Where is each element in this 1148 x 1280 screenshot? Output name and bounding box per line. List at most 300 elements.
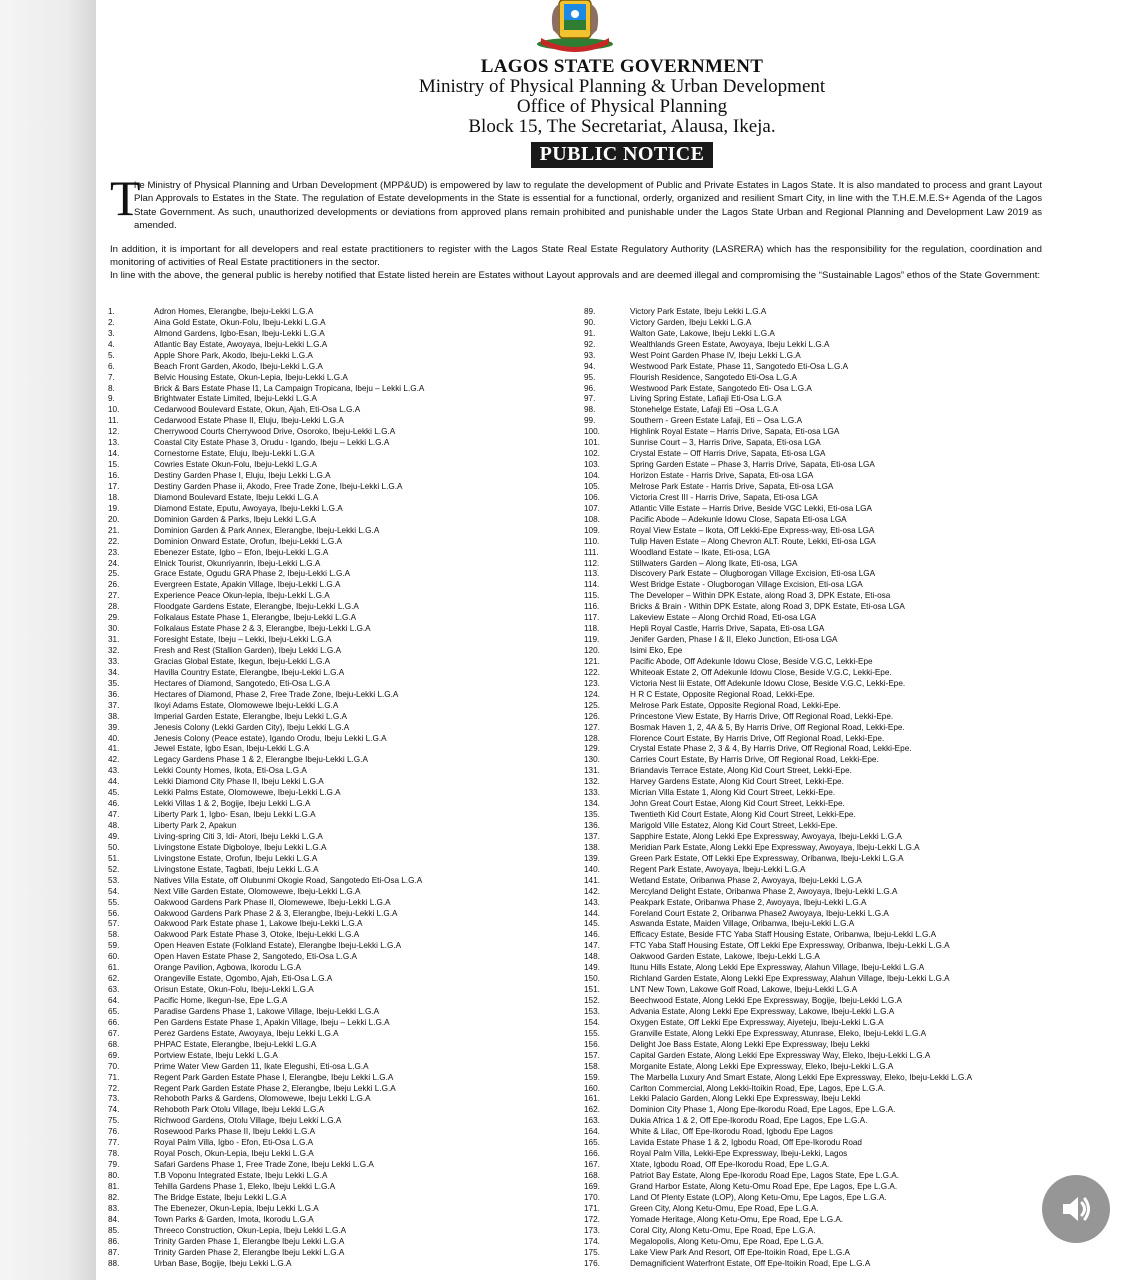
estate-name: Westwood Park Estate, Sangotedo Eti- Osa L.G.A [630,383,812,393]
estate-list-item [584,831,1054,842]
estate-number: 92. [584,339,596,349]
estate-name: Sapphire Estate, Along Lekki Epe Expressway, Awoyaya, Ibeju-Lekki L.G.A [630,831,902,841]
estate-list-item [108,1028,568,1039]
estate-list-item [584,1094,1054,1105]
estate-list-left [108,306,568,1269]
estate-number: 78. [108,1149,120,1159]
estate-list-item [584,601,1054,612]
estate-name: Victory Garden, Ibeju Lekki L.G.A [630,317,752,327]
estate-list-item [584,492,1054,503]
page-edge-shadow [0,0,96,1280]
estate-name: Crystal Estate Phase 2, 3 & 4, By Harris Drive, Off Regional Road, Lekki-Epe. [630,744,912,754]
estate-name: Marigold Ville Estatez, Along Kid Court Street, Lekki-Epe. [630,821,838,831]
estate-name: Green Park Estate, Off Lekki Epe Expressway, Oribanwa, Ibeju-Lekki L.G.A [630,853,904,863]
estate-number: 166. [584,1149,600,1159]
estate-number: 51. [108,853,120,863]
estate-number: 29. [108,613,120,623]
estate-number: 10. [108,405,120,415]
estate-name: Almond Gardens, Igbo-Esan, Ibeju-Lekki L.G.A [154,328,325,338]
estate-name: Rehoboth Park Otolu Village, Ibeju Lekki L.G.A [154,1105,325,1115]
estate-number: 146. [584,930,600,940]
estate-number: 38. [108,711,120,721]
estate-name: Stonehelge Estate, Lafaji Eti –Osa L.G.A [630,405,778,415]
estate-name: Carlton Commercial, Along Lekki-Itoikin Road, Epe, Lagos, Epe L.G.A. [630,1083,886,1093]
estate-number: 108. [584,514,600,524]
estate-list-item [108,306,568,317]
estate-name: Oakwood Garden Estate, Lakowe, Ibeju-Lekki L.G.A [630,952,820,962]
estate-name: Dominion City Phase 1, Along Epe-Ikorodu Road, Epe Lagos, Epe L.G.A. [630,1105,896,1115]
estate-list-item [108,1192,568,1203]
estate-list-item [108,558,568,569]
estate-list-item [108,962,568,973]
estate-name: Trinity Garden Phase 1, Elerangbe Ibeju Lekki L.G.A [154,1236,345,1246]
estate-number: 112. [584,558,600,568]
estate-number: 110. [584,536,600,546]
estate-name: Tulip Haven Estate – Along Chevron ALT. Route, Lekki, Eti-osa LGA [630,536,876,546]
estate-number: 25. [108,569,120,579]
estate-name: Living Spring Estate, Lafiaji Eti-Osa L.G.A [630,394,782,404]
estate-number: 72. [108,1083,120,1093]
estate-list-item [108,437,568,448]
estate-name: Liberty Park 1, Igbo- Esan, Ibeju Lekki L.G.A [154,810,316,820]
estate-name: Coral City, Along Ketu-Omu, Epe Road, Epe L.G.A. [630,1225,816,1235]
estate-list-item [584,623,1054,634]
estate-number: 113. [584,569,600,579]
estate-name: Bosmak Haven 1, 2, 4A & 5, By Harris Drive, Off Regional Road, Lekki-Epe. [630,722,905,732]
estate-number: 96. [584,383,596,393]
org-title: LAGOS STATE GOVERNMENT [480,56,764,77]
estate-list-item [584,372,1054,383]
estate-list-item [584,569,1054,580]
estate-name: Legacy Gardens Phase 1 & 2, Elerangbe Ibeju-Lekki L.G.A [154,755,368,765]
estate-number: 139. [584,853,600,863]
estate-name: Delight Joe Bass Estate, Along Lekki Epe Expressway, Ibeju Lekki [630,1039,870,1049]
estate-list-item [108,995,568,1006]
estate-list-item [108,1214,568,1225]
estate-name: Isimi Eko, Epe [630,646,683,656]
estate-number: 44. [108,777,120,787]
estate-number: 89. [584,306,596,316]
estate-number: 37. [108,700,120,710]
estate-number: 95. [584,372,596,382]
estate-number: 36. [108,689,120,699]
estate-number: 73. [108,1094,120,1104]
estate-name: Town Parks & Garden, Imota, Ikorodu L.G.A [154,1214,314,1224]
estate-number: 19. [108,503,120,513]
estate-number: 14. [108,449,120,459]
estate-number: 101. [584,438,600,448]
estate-name: West Bridge Estate - Olugborogan Village Excision, Eti-osa LGA [630,580,863,590]
estate-list-item [584,1006,1054,1017]
estate-list-item [108,1170,568,1181]
estate-list-item [108,820,568,831]
estate-number: 71. [108,1072,120,1082]
estate-list-item [584,1181,1054,1192]
estate-number: 135. [584,810,600,820]
intro-paragraph: he Ministry of Physical Planning and Urban Development (MPP&UD) is empowered by law to regulate the development of Public and Private Estates in Lagos State. It is also mandated to process and grant Layout Plan Approvals to Estates in the State. The regulation of Estate developments in the State is essential for a functional, orderly, organized and resilient Smart City, in line with the T.H.E.M.E.S+ Agenda of the Lagos State Government. As such, unauthorized developments or deviations from approved plans remain prohibited and punishable under the Lagos State Urban and Regional Planning and Development Law 2019 as amended. [134,180,1042,232]
estate-number: 74. [108,1105,120,1115]
estate-number: 69. [108,1050,120,1060]
estate-list-item [108,317,568,328]
estate-name: Experience Peace Okun-lepia, Ibeju-Lekki L.G.A [154,591,330,601]
estate-number: 77. [108,1138,120,1148]
estate-number: 102. [584,449,600,459]
estate-number: 93. [584,350,596,360]
estate-number: 85. [108,1225,120,1235]
estate-list-item [584,383,1054,394]
estate-list-item [108,383,568,394]
estate-number: 155. [584,1028,600,1038]
estate-number: 39. [108,722,120,732]
estate-name: The Marbella Luxury And Smart Estate, Along Lekki Epe Expressway, Eleko, Ibeju-Lekki L.G.A [630,1072,973,1082]
estate-number: 160. [584,1083,600,1093]
estate-list-item [584,1148,1054,1159]
estate-name: Beechwood Estate, Along Lekki Epe Expressway, Bogije, Ibeju-Lekki L.G.A [630,996,903,1006]
estate-number: 156. [584,1039,600,1049]
estate-number: 152. [584,996,600,1006]
estate-name: Havilla Country Estate, Elerangbe, Ibeju-Lekki L.G.A [154,667,345,677]
estate-number: 16. [108,471,120,481]
estate-number: 15. [108,460,120,470]
estate-list-item [108,601,568,612]
estate-name: Apple Shore Park, Akodo, Ibeju-Lekki L.G.A [154,350,313,360]
estate-list-item [584,404,1054,415]
estate-name: Diamond Estate, Eputu, Awoyaya, Ibeju-Lekki L.G.A [154,503,343,513]
estate-number: 48. [108,821,120,831]
estate-number: 55. [108,897,120,907]
estate-name: Liberty Park 2, Apakun [154,821,237,831]
estate-number: 169. [584,1181,600,1191]
estate-name: Advania Estate, Along Lekki Epe Expressway, Lakowe, Ibeju-Lekki L.G.A [630,1006,895,1016]
estate-name: Granville Estate, Along Lekki Epe Expressway, Atunrase, Eleko, Ibeju-Lekki L.G.A [630,1028,927,1038]
estate-list-item [108,1039,568,1050]
estate-number: 99. [584,416,596,426]
estate-name: Patriot Bay Estate, Along Epe-Ikorodu Road Epe, Lagos State, Epe L.G.A. [630,1171,899,1181]
estate-list-item [584,328,1054,339]
estate-name: Living-spring Citi 3, Idi- Atori, Ibeju Lekki L.G.A [154,831,323,841]
estate-number: 116. [584,602,600,612]
estate-name: LNT New Town, Lakowe Golf Road, Lakowe, Ibeju-Lekki L.G.A [630,985,858,995]
estate-number: 76. [108,1127,120,1137]
estate-number: 32. [108,646,120,656]
estate-name: Yomade Heritage, Along Ketu-Omu, Epe Road, Epe L.G.A. [630,1214,844,1224]
estate-name: Xtate, Igbodu Road, Off Epe-Ikorodu Road, Epe L.G.A. [630,1160,830,1170]
estate-name: Grace Estate, Ogudu GRA Phase 2, Ibeju-Lekki L.G.A [154,569,351,579]
estate-name: Lakeview Estate – Along Orchid Road, Eti-osa LGA [630,613,817,623]
estate-number: 59. [108,941,120,951]
estate-name: Royal Palm Villa, Igbo - Efon, Eti-Osa L.G.A [154,1138,314,1148]
estate-list-item [584,940,1054,951]
estate-name: Urban Base, Bogije, Ibeju Lekki L.G.A [154,1258,292,1268]
estate-number: 4. [108,339,115,349]
estate-name: Hepli Royal Castle, Harris Drive, Sapata, Eti-osa LGA [630,624,825,634]
estate-name: The Developer – Within DPK Estate, along Road 3, DPK Estate, Eti-osa [630,591,891,601]
estate-number: 52. [108,864,120,874]
estate-number: 129. [584,744,600,754]
estate-number: 106. [584,492,600,502]
estate-number: 165. [584,1138,600,1148]
estate-list-item [108,831,568,842]
estate-name: Oakwood Park Estate phase 1, Lakowe Ibeju-Lekki L.G.A [154,919,363,929]
estate-name: Harvey Gardens Estate, Along Kid Court Street, Lekki-Epe. [630,777,844,787]
estate-number: 117. [584,613,600,623]
estate-name: Open Haven Estate Phase 2, Sangotedo, Eti-Osa L.G.A [154,952,357,962]
drop-cap: T [110,170,141,226]
estate-list-item [108,711,568,722]
estate-name: Micrian Villa Estate 1, Along Kid Court Street, Lekki-Epe. [630,788,836,798]
state-crest-icon [533,0,617,52]
estate-name: Royal Palm Villa, Lekki-Epe Expressway, Ibeju-Lekki, Lagos [630,1149,848,1159]
estate-list-item [584,1192,1054,1203]
estate-name: Dominion Onward Estate, Orofun, Ibeju-Lekki L.G.A [154,536,342,546]
estate-name: Princestone View Estate, By Harris Drive, Off Regional Road, Lekki-Epe. [630,711,894,721]
estate-list-item [584,765,1054,776]
estate-list-item [108,1159,568,1170]
estate-list-item [108,678,568,689]
estate-list-item [108,689,568,700]
estate-list-item [584,1126,1054,1137]
estate-list-item [108,569,568,580]
estate-list-item [108,1225,568,1236]
estate-number: 144. [584,908,600,918]
estate-number: 35. [108,678,120,688]
estate-list-item [584,547,1054,558]
estate-name: Wealthlands Green Estate, Awoyaya, Ibeju Lekki L.G.A [630,339,830,349]
estate-list-item [108,667,568,678]
estate-number: 132. [584,777,600,787]
estate-name: Pacific Home, Ikegun-Ise, Epe L.G.A [154,996,288,1006]
estate-list-item [584,1104,1054,1115]
estate-list-item [584,875,1054,886]
estate-name: T.B Voponu Integrated Estate, Ibeju Lekki L.G.A [154,1171,328,1181]
estate-name: Regent Park Garden Estate Phase I, Elerangbe, Ibeju Lekki L.G.A [154,1072,394,1082]
estate-name: Dominion Garden & Park Annex, Elerangbe, Ibeju-Lekki L.G.A [154,525,380,535]
estate-list-item [108,1137,568,1148]
estate-number: 123. [584,678,600,688]
estate-name: Oakwood Gardens Park Phase II, Olomewewe, Ibeju-Lekki L.G.A [154,897,391,907]
estate-number: 142. [584,886,600,896]
estate-list-item [584,394,1054,405]
estate-list-item [108,1050,568,1061]
estate-name: Adron Homes, Elerangbe, Ibeju-Lekki L.G.A [154,306,314,316]
estate-number: 40. [108,733,120,743]
estate-list-item [108,733,568,744]
estate-name: Orisun Estate, Okun-Folu, Ibeju-Lekki L.G.A [154,985,314,995]
estate-list-item [108,809,568,820]
estate-name: Highlink Royal Estate – Harris Drive, Sapata, Eti-osa LGA [630,427,840,437]
estate-list-item [108,579,568,590]
estate-number: 5. [108,350,115,360]
estate-name: Open Heaven Estate (Folkland Estate), Elerangbe Ibeju-Lekki L.G.A [154,941,402,951]
estate-number: 136. [584,821,600,831]
estate-name: Belvic Housing Estate, Okun-Lepia, Ibeju-Lekki L.G.A [154,372,348,382]
estate-number: 111. [584,547,599,557]
estate-number: 84. [108,1214,120,1224]
estate-list-item [584,645,1054,656]
estate-list-item [108,415,568,426]
estate-list-item [108,448,568,459]
estate-number: 34. [108,667,120,677]
estate-name: Livingstone Estate Digboloye, Ibeju Lekki L.G.A [154,842,327,852]
estate-name: Hectares of Diamond, Sangotedo, Eti-Osa L.G.A [154,678,331,688]
estate-list-item [584,984,1054,995]
estate-name: Crystal Estate – Off Harris Drive, Sapata, Eti-osa LGA [630,449,826,459]
estate-list-item [108,722,568,733]
estate-list-item [584,798,1054,809]
estate-number: 13. [108,438,120,448]
estate-number: 128. [584,733,600,743]
estate-list-item [108,842,568,853]
estate-list-item [108,1083,568,1094]
estate-list-item [108,372,568,383]
estate-number: 125. [584,700,600,710]
estate-list-item [108,459,568,470]
estate-list-item [584,656,1054,667]
estate-list-item [584,711,1054,722]
estate-name: Melrose Park Estate, Opposite Regional Road, Lekki-Epe. [630,700,841,710]
address-line: Block 15, The Secretariat, Alausa, Ikeja. [468,116,776,137]
estate-name: Rehoboth Parks & Gardens, Olomowewe, Ibeju Lekki L.G.A [154,1094,371,1104]
estate-list-item [584,820,1054,831]
estate-list-item [584,579,1054,590]
estate-name: H R C Estate, Opposite Regional Road, Lekki-Epe. [630,689,815,699]
estate-list-item [584,415,1054,426]
estate-name: Cedarwood Estate Phase II, Eluju, Ibeju-Lekki L.G.A [154,416,344,426]
estate-list-item [584,503,1054,514]
speaker-icon [1059,1192,1093,1226]
estate-number: 115. [584,591,600,601]
estate-number: 83. [108,1203,120,1213]
estate-list-item [108,536,568,547]
estate-list-item [108,350,568,361]
estate-number: 17. [108,481,120,491]
estate-name: Aswanda Estate, Maiden Village, Oribanwa, Ibeju-Lekki L.G.A [630,919,855,929]
estate-number: 104. [584,471,600,481]
estate-number: 58. [108,930,120,940]
estate-name: Tehilla Gardens Phase 1, Eleko, Ibeju Lekki L.G.A [154,1181,336,1191]
estate-number: 153. [584,1006,600,1016]
estate-number: 133. [584,788,600,798]
estate-number: 100. [584,427,600,437]
estate-number: 87. [108,1247,120,1257]
estate-name: Demagnificient Waterfront Estate, Off Epe-Itoikin Road, Epe L.G.A [630,1258,871,1268]
estate-number: 79. [108,1160,120,1170]
estate-number: 157. [584,1050,600,1060]
estate-list-item [108,656,568,667]
estate-number: 119. [584,635,600,645]
estate-number: 82. [108,1192,120,1202]
estate-name: PHPAC Estate, Elerangbe, Ibeju-Lekki L.G.A [154,1039,317,1049]
estate-number: 18. [108,492,120,502]
estate-number: 141. [584,875,600,885]
estate-list-item [584,929,1054,940]
estate-number: 12. [108,427,120,437]
estate-name: Safari Gardens Phase 1, Free Trade Zone, Ibeju Lekki L.G.A [154,1160,374,1170]
estate-name: Capital Garden Estate, Along Lekki Epe Expressway Way, Eleko, Ibeju-Lekki L.G.A [630,1050,931,1060]
estate-list-item [108,787,568,798]
estate-number: 65. [108,1006,120,1016]
estate-list-item [108,1072,568,1083]
estate-number: 162. [584,1105,600,1115]
estate-name: Lekki Palacio Garden, Along Lekki Epe Expressway, Ibeju Lekki [630,1094,861,1104]
estate-number: 33. [108,656,120,666]
estate-name: Fresh and Rest (Stallion Garden), Ibeju Lekki L.G.A [154,646,342,656]
estate-name: Prime Water View Garden 11, Ikate Elegushi, Eti-osa L.G.A [154,1061,369,1071]
estate-list-item [108,404,568,415]
estate-name: Gracias Global Estate, Ikegun, Ibeju-Lekki L.G.A [154,656,331,666]
notification-paragraph: In line with the above, the general public is hereby notified that Estate listed herein are Estates without Layout approvals and are deemed illegal and compromising the “Sustainable Lagos” ethos of the State Government: [110,270,1041,281]
estate-number: 91. [584,328,596,338]
estate-list-item [108,623,568,634]
estate-name: Spring Garden Estate – Phase 3, Harris Drive, Sapata, Eti-osa LGA [630,460,875,470]
estate-number: 27. [108,591,120,601]
estate-number: 140. [584,864,600,874]
estate-name: Oakwood Gardens Park Phase 2 & 3, Elerangbe, Ibeju-Lekki L.G.A [154,908,398,918]
estate-name: Whiteoak Estate 2, Off Adekunle Idowu Close, Beside V.G.C, Lekki-Epe. [630,667,892,677]
estate-name: Imperial Garden Estate, Elerangbe, Ibeju Lekki L.G.A [154,711,347,721]
estate-list-item [584,361,1054,372]
estate-name: Livingstone Estate, Tagbati, Ibeju Lekki L.G.A [154,864,319,874]
estate-number: 167. [584,1160,600,1170]
estate-name: Flourish Residence, Sangotedo Eti-Osa L.G.A [630,372,798,382]
estate-number: 88. [108,1258,120,1268]
estate-number: 121. [584,656,600,666]
estate-list-item [584,306,1054,317]
estate-name: Dominion Garden & Parks, Ibeju Lekki L.G.A [154,514,317,524]
estate-list-item [584,744,1054,755]
estate-number: 137. [584,831,600,841]
estate-number: 26. [108,580,120,590]
audio-toggle-button[interactable] [1042,1175,1110,1243]
estate-name: Cherrywood Courts Cherrywood Drive, Osoroko, Ibeju-Lekki L.G.A [154,427,396,437]
estate-list-item [584,426,1054,437]
estate-name: Meridian Park Estate, Along Lekki Epe Expressway, Awoyaya, Ibeju-Lekki L.G.A [630,842,920,852]
estate-number: 145. [584,919,600,929]
estate-name: Efficacy Estate, Beside FTC Yaba Staff Housing Estate, Oribanwa, Ibeju-Lekki L.G.A [630,930,937,940]
estate-number: 11. [108,416,119,426]
estate-name: Woodland Estate – Ikate, Eti-osa, LGA [630,547,771,557]
estate-list-item [108,1115,568,1126]
estate-name: Briandavis Terrace Estate, Along Kid Court Street, Lekki-Epe. [630,766,852,776]
estate-list-item [584,1115,1054,1126]
estate-list-item [584,612,1054,623]
estate-list-item [584,700,1054,711]
estate-name: Brightwater Estate Limited, Ibeju-Lekki L.G.A [154,394,317,404]
estate-list-item [584,1050,1054,1061]
estate-name: Next Ville Garden Estate, Olomowewe, Ibeju-Lekki L.G.A [154,886,361,896]
estate-name: Regent Park Estate, Awoyaya, Ibeju-Lekki L.G.A [630,864,806,874]
estate-name: Jewel Estate, Igbo Esan, Ibeju-Lekki L.G.A [154,744,310,754]
estate-list-item [584,678,1054,689]
estate-list-item [584,722,1054,733]
estate-number: 143. [584,897,600,907]
estate-name: Mercyland Delight Estate, Oribanwa Phase 2, Awoyaya, Ibeju-Lekki L.G.A [630,886,898,896]
estate-name: Threeco Construction, Okun-Lepia, Ibeju Lekki L.G.A [154,1225,347,1235]
estate-list-item [108,951,568,962]
estate-name: Cornestorne Estate, Eluju, Ibeju-Lekki L.G.A [154,449,315,459]
estate-number: 148. [584,952,600,962]
estate-list-item [108,547,568,558]
estate-list-item [584,339,1054,350]
estate-name: Twentieth Kid Court Estate, Along Kid Court Street, Lekki-Epe. [630,810,856,820]
estate-name: Royal View Estate – Ikota, Off Lekki-Epe Express-way, Eti-osa LGA [630,525,875,535]
estate-name: Coastal City Estate Phase 3, Orudu - Igando, Ibeju – Lekki L.G.A [154,438,390,448]
estate-list-item [108,503,568,514]
estate-list-item [584,634,1054,645]
estate-list-item [584,1214,1054,1225]
estate-number: 31. [108,635,120,645]
estate-number: 120. [584,646,600,656]
